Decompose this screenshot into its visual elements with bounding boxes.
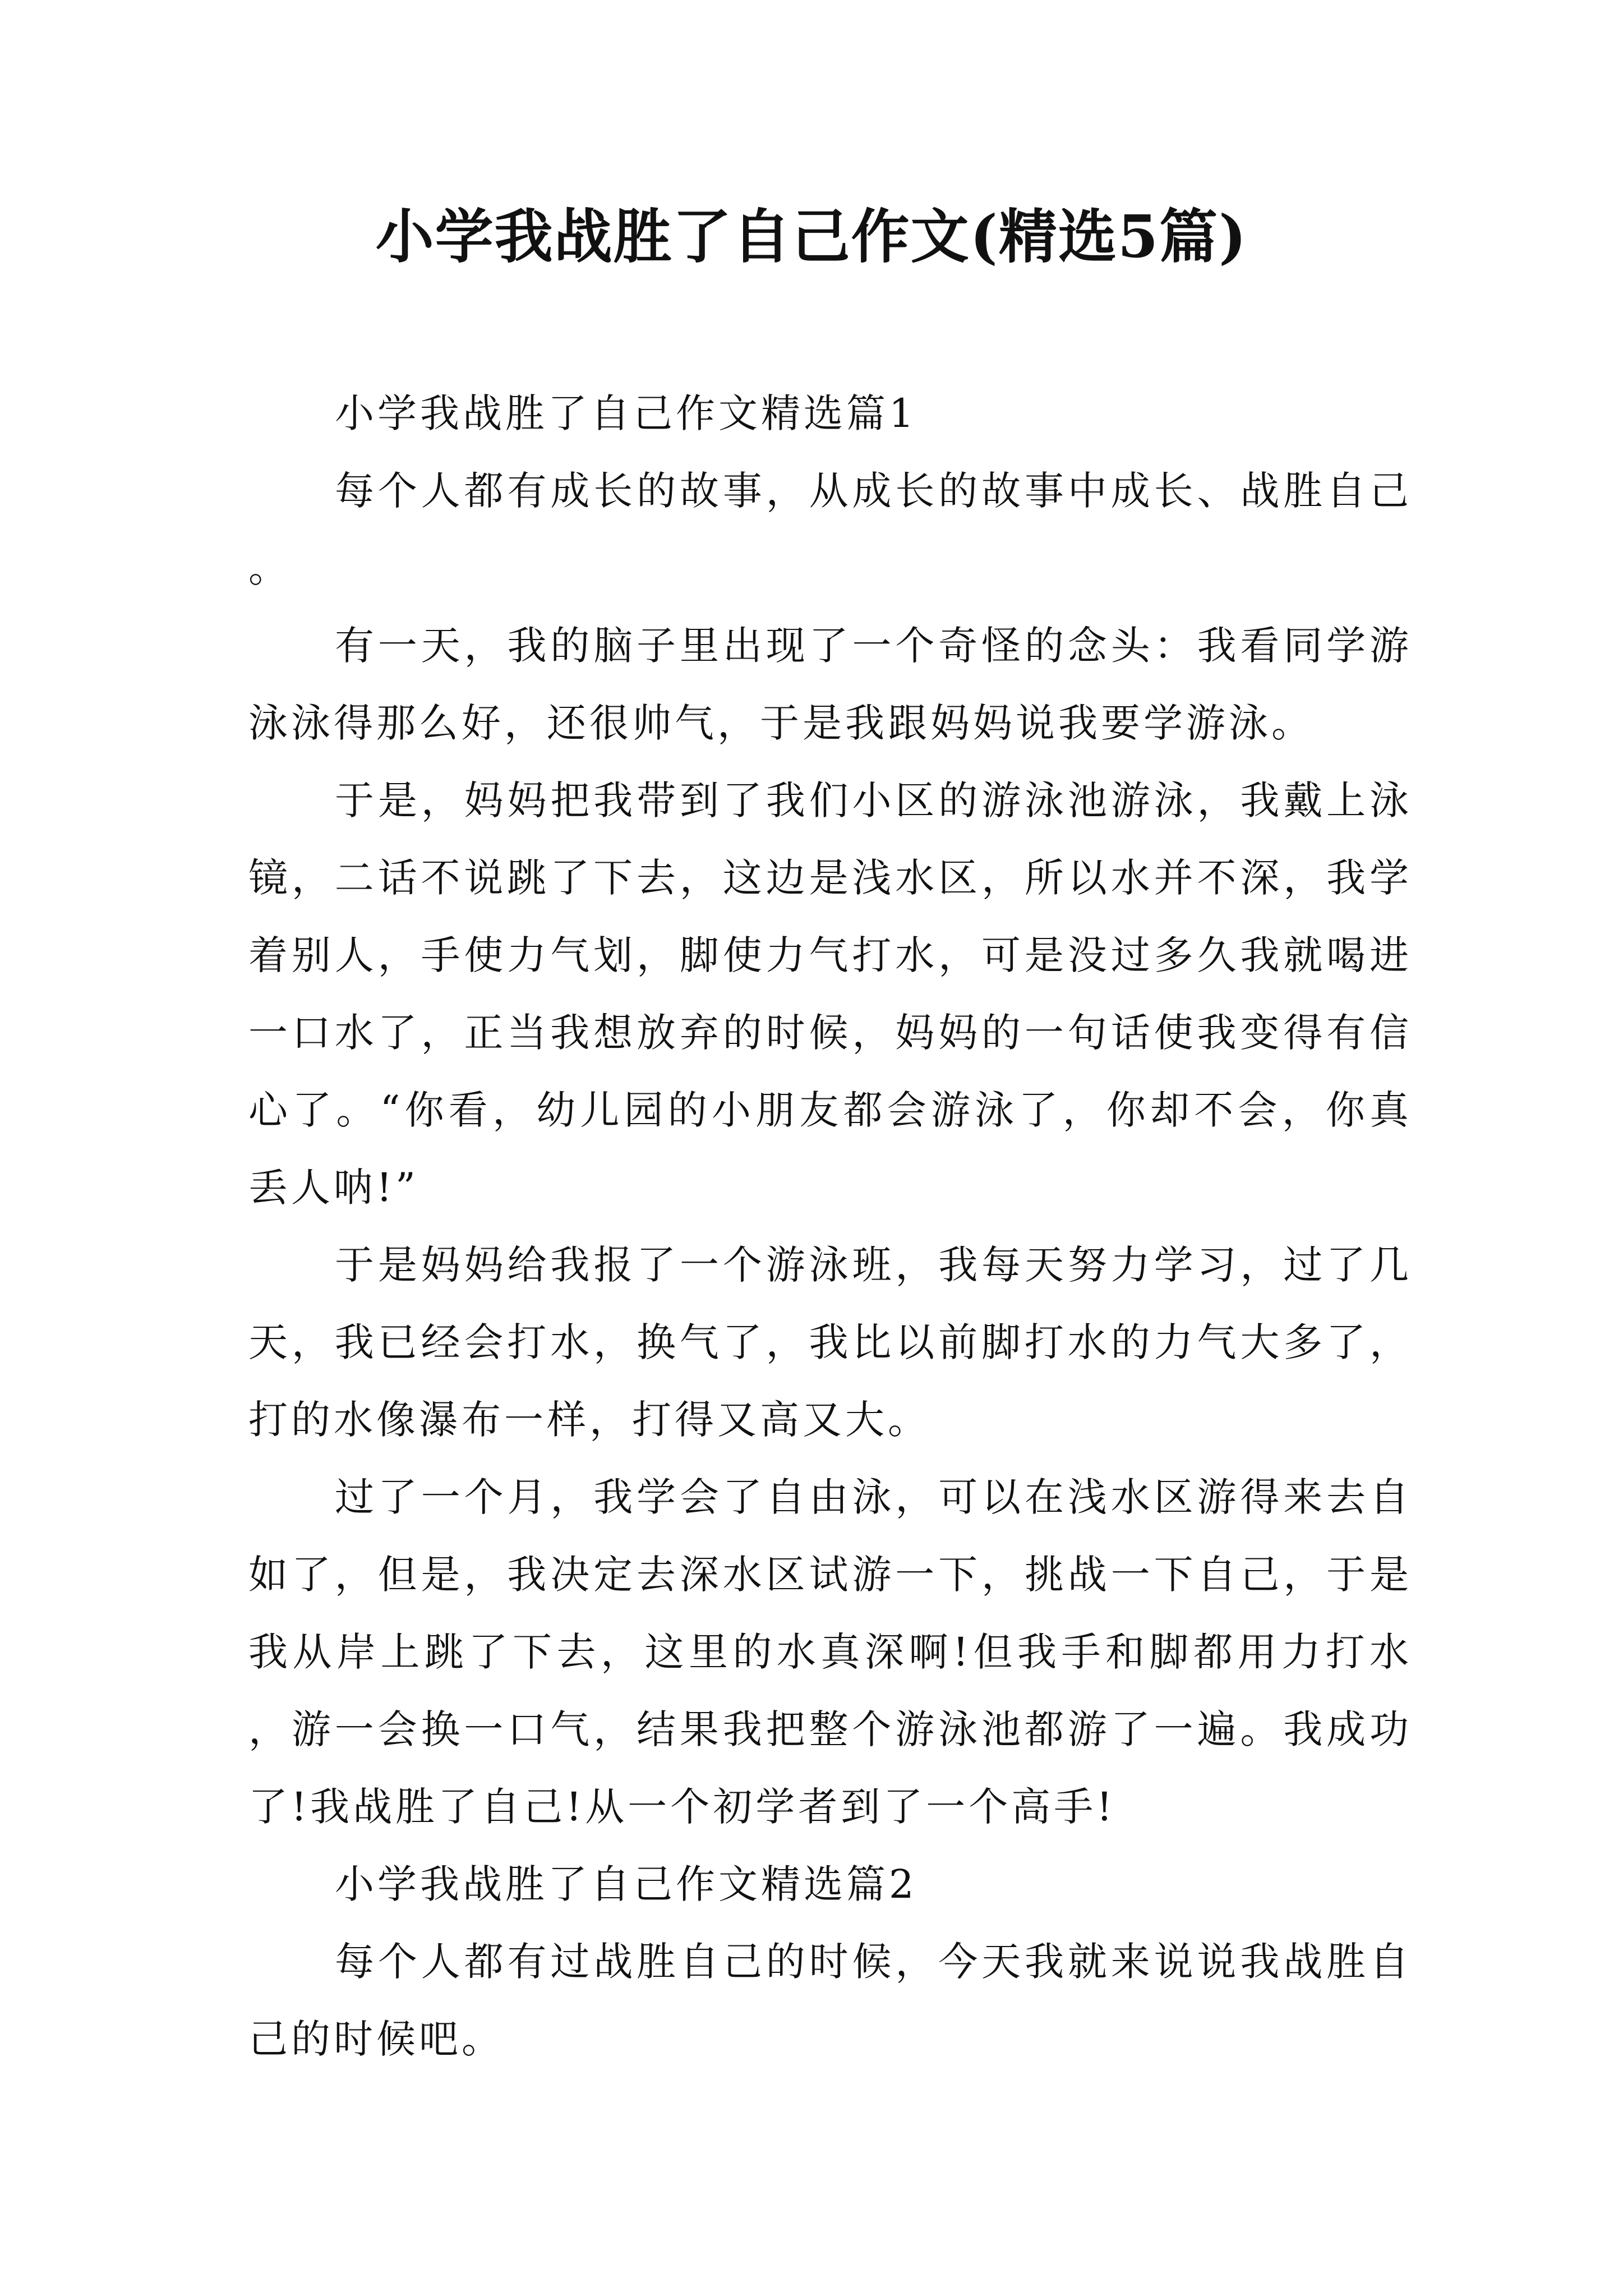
document-title: 小学我战胜了自己作文(精选5篇) xyxy=(375,202,1248,271)
paragraph: 过了一个月，我学会了自由泳，可以在浅水区游得来去自如了，但是，我决定去深水区试游一下，挑战一下自己，于是我从岸上跳了下去，这里的水真深啊!但我手和脚都用力打水，游一会换一口气，结果我把整个游泳池都游了一遍。我成功了!我战胜了自己!从一个初学者到了一个高手! xyxy=(248,1474,1412,1830)
document-body xyxy=(248,375,1412,2078)
paragraph: 每个人都有过战胜自己的时候，今天我就来说说我战胜自己的时候吧。 xyxy=(248,1939,1412,2062)
section-heading-1: 小学我战胜了自己作文精选篇1 xyxy=(335,390,917,436)
paragraph: 于是，妈妈把我带到了我们小区的游泳池游泳，我戴上泳镜，二话不说跳了下去，这边是浅水区，所以水并不深，我学着别人，手使力气划，脚使力气打水，可是没过多久我就喝进一口水了，正当我想放弃的时候，妈妈的一句话使我变得有信心了。“你看，幼儿园的小朋友都会游泳了，你却不会，你真丢人呐!” xyxy=(248,777,1412,1211)
paragraph: 每个人都有成长的故事，从成长的故事中成长、战胜自己。 xyxy=(248,468,1412,591)
section-heading-2: 小学我战胜了自己作文精选篇2 xyxy=(335,1861,917,1907)
paragraph: 于是妈妈给我报了一个游泳班，我每天努力学习，过了几天，我已经会打水，换气了，我比以前脚打水的力气大多了，打的水像瀑布一样，打得又高又大。 xyxy=(248,1242,1412,1443)
paragraph: 有一天，我的脑子里出现了一个奇怪的念头：我看同学游泳泳得那么好，还很帅气，于是我跟妈妈说我要学游泳。 xyxy=(248,623,1412,746)
